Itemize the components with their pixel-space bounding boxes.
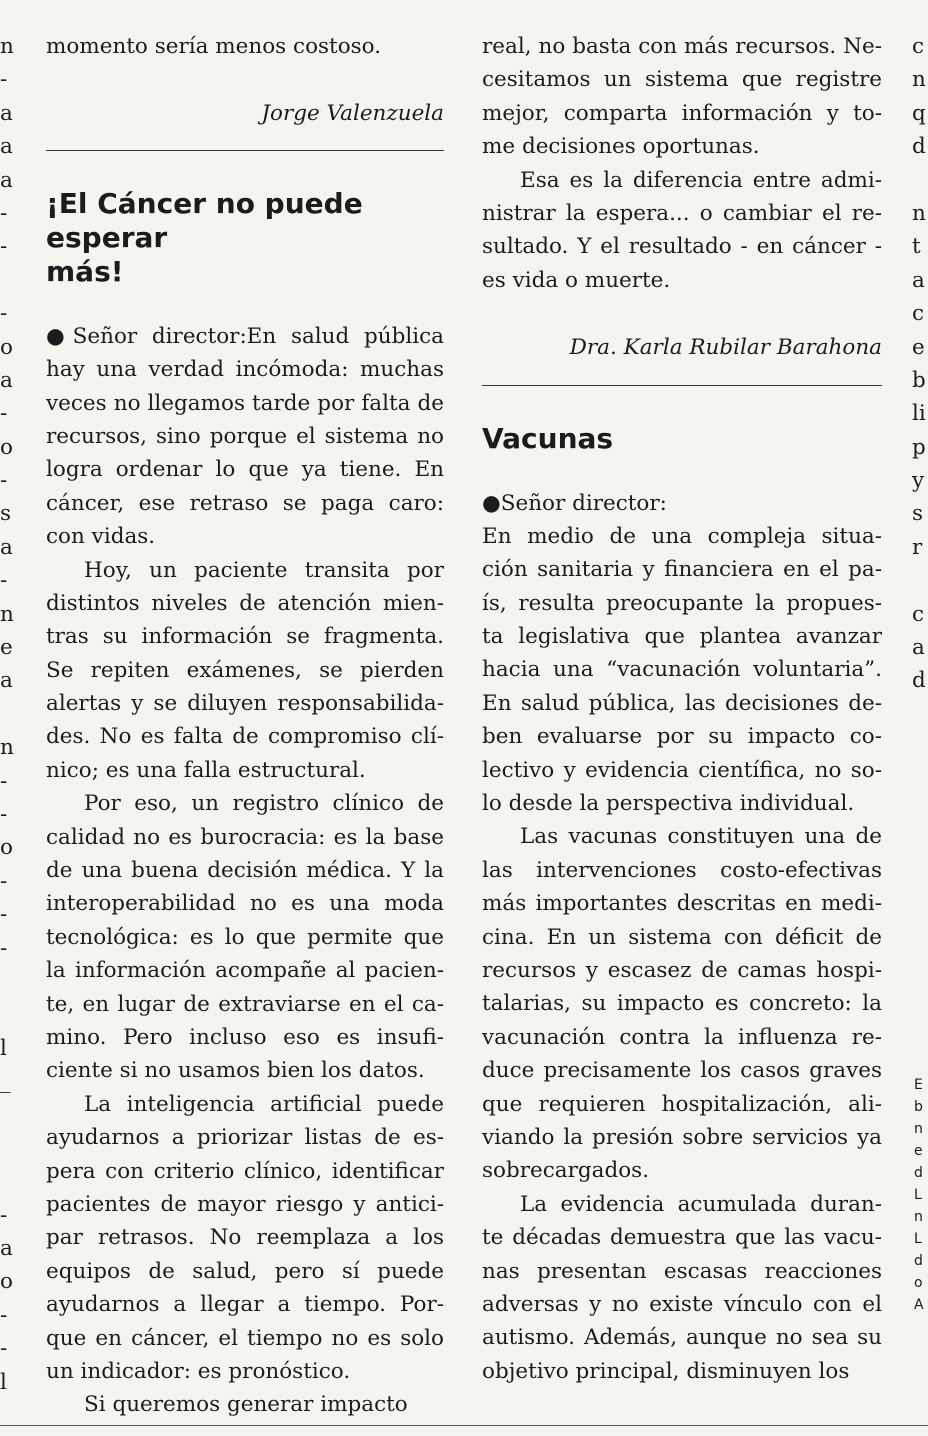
edge-fragment: L [914, 1231, 922, 1247]
text-line: me decisiones oportunas. [482, 134, 760, 160]
headline-line: más! [46, 254, 124, 288]
letter-continuation [482, 30, 882, 297]
text-line: pera con criterio clínico, identificar [46, 1158, 444, 1184]
edge-fragment: d [914, 1253, 923, 1269]
edge-fragment: e [914, 1143, 923, 1159]
edge-fragment: - [0, 1302, 8, 1328]
edge-fragment: - [0, 401, 8, 427]
text-line: En salud pública, las decisiones de- [482, 690, 882, 716]
text-line: ben evaluarse por su impacto co- [482, 724, 882, 750]
edge-fragment: a [912, 267, 925, 293]
edge-fragment: n [912, 200, 926, 226]
edge-fragment: d [914, 1165, 923, 1181]
edge-fragment: - [0, 234, 8, 260]
page-bottom-rule [0, 1425, 928, 1426]
edge-fragment: d [912, 668, 926, 694]
text-line: que en cáncer, el tiempo no es solo [46, 1325, 444, 1351]
text-line: las intervenciones costo-efectivas [482, 857, 882, 883]
text-line: ción sanitaria y financiera en el pa- [482, 557, 882, 583]
text-line: la información acompañe al pacien- [46, 958, 444, 984]
middle-column [482, 30, 882, 1388]
edge-fragment: n [912, 67, 926, 93]
text-line: ayudarnos a llegar a tiempo. Por- [46, 1292, 444, 1318]
text-line: viando la presión sobre servicios ya [482, 1124, 882, 1150]
text-line: autismo. Además, aunque no sea su [482, 1325, 882, 1351]
text-line: Esa es la diferencia entre admi- [520, 167, 882, 193]
edge-fragment: a [0, 100, 13, 126]
edge-fragment: - [0, 200, 8, 226]
text-line: par retrasos. No reemplaza a los [46, 1225, 444, 1251]
edge-fragment: e [912, 334, 925, 360]
text-line: ciente si no usamos bien los datos. [46, 1058, 425, 1084]
edge-fragment: s [0, 501, 12, 527]
previous-letter-ending: momento sería menos costoso. [46, 34, 382, 59]
right-edge-column [912, 30, 928, 698]
right-edge-small-column [914, 1074, 928, 1316]
text-line: talarias, su impacto es concreto: la [482, 991, 882, 1017]
edge-fragment: t [912, 234, 921, 260]
text-line: equipos de salud, pero sí puede [46, 1258, 444, 1284]
left-column [46, 30, 444, 1422]
edge-fragment: _ [0, 1069, 11, 1095]
text-line: te décadas demuestra que las vacu- [482, 1225, 882, 1251]
text-line: calidad no es burocracia: es la base [46, 824, 444, 850]
text-line: cáncer, ese retraso se paga caro: [46, 490, 444, 516]
text-line: interoperabilidad no es una moda [46, 891, 444, 917]
text-line: ●Señor director: [482, 490, 667, 516]
edge-fragment: a [0, 167, 13, 193]
letter-signature-rubilar: Dra. Karla Rubilar Barahona [569, 335, 882, 361]
text-line: veces no llegamos tarde por falta de [46, 390, 444, 416]
text-line: logra ordenar lo que ya tiene. En [46, 457, 444, 483]
left-edge-column [0, 30, 14, 1399]
edge-fragment [912, 164, 928, 197]
edge-fragment: l [0, 1035, 7, 1061]
edge-fragment: - [0, 801, 8, 827]
edge-fragment: o [914, 1275, 923, 1291]
edge-fragment: n [0, 735, 14, 761]
edge-fragment: a [0, 534, 13, 560]
text-line: con vidas. [46, 524, 156, 550]
text-line: recursos, sino porque el sistema no [46, 423, 444, 449]
edge-fragment: L [914, 1187, 922, 1203]
edge-fragment: o [0, 434, 13, 460]
letter-body-cancer [46, 320, 444, 1422]
edge-fragment: a [0, 668, 13, 694]
text-line: recursos y escasez de camas hospi- [482, 957, 882, 983]
edge-fragment [0, 698, 14, 731]
edge-fragment: r [912, 534, 923, 560]
text-line: sobrecargados. [482, 1158, 650, 1184]
text-line: Se repiten exámenes, se pierden [46, 657, 444, 683]
edge-fragment [0, 1132, 14, 1165]
text-line: ayudarnos a priorizar listas de es- [46, 1125, 444, 1151]
edge-fragment [0, 965, 14, 998]
letter-headline-cancer [46, 187, 444, 289]
text-line: ●Señor director:En salud pública [46, 323, 444, 349]
edge-fragment: y [912, 468, 925, 494]
text-line: es vida o muerte. [482, 267, 671, 293]
text-line: La evidencia acumulada duran- [520, 1191, 882, 1217]
text-line: nistrar la espera... o cambiar el re- [482, 200, 882, 226]
text-line: lo desde la perspectiva individual. [482, 791, 855, 817]
edge-fragment: o [0, 1269, 13, 1295]
edge-fragment: a [0, 367, 13, 393]
text-line: que requieren hospitalización, ali- [482, 1091, 882, 1117]
text-line: vacunación contra la influenza re- [482, 1024, 882, 1050]
edge-fragment: c [912, 34, 925, 59]
edge-fragment: a [912, 635, 925, 661]
edge-fragment: o [0, 835, 13, 861]
edge-fragment: s [912, 501, 924, 527]
text-line: cina. En un sistema con déficit de [482, 924, 882, 950]
edge-fragment: d [912, 134, 926, 160]
text-line: Hoy, un paciente transita por [84, 557, 444, 583]
edge-fragment: - [0, 935, 8, 961]
text-line: de una buena decisión médica. Y la [46, 858, 444, 884]
text-line: Por eso, un registro clínico de [84, 791, 444, 817]
text-line: Las vacunas constituyen una de [520, 824, 882, 850]
edge-fragment: q [912, 100, 926, 126]
text-line: ís, resulta preocupante la propues- [482, 590, 882, 616]
text-line: real, no basta con más recursos. Ne- [482, 34, 882, 59]
edge-fragment: - [0, 768, 8, 794]
edge-fragment: p [912, 434, 926, 460]
text-line: hay una verdad incómoda: muchas [46, 357, 444, 383]
text-line: mino. Pero incluso eso es insufi- [46, 1024, 444, 1050]
edge-fragment: - [0, 1336, 8, 1362]
text-line: distintos niveles de atención mien- [46, 590, 444, 616]
edge-fragment: - [0, 67, 8, 93]
edge-fragment: o [0, 334, 13, 360]
text-line: mejor, comparta información y to- [482, 100, 882, 126]
text-line: En medio de una compleja situa- [482, 523, 882, 549]
text-line: más importantes descritas en medi- [482, 891, 882, 917]
text-line: ta legislativa que plantea avanzar [482, 624, 882, 650]
edge-fragment [0, 264, 14, 297]
edge-fragment: n [914, 1121, 923, 1137]
edge-fragment: c [912, 601, 925, 627]
edge-fragment: l [0, 1369, 7, 1395]
edge-fragment: n [914, 1209, 923, 1225]
text-line: Si queremos generar impacto [84, 1392, 408, 1418]
text-line: adversas y no existe vínculo con el [482, 1291, 882, 1317]
text-line: hacia una “vacunación voluntaria”. [482, 657, 882, 683]
text-line: alertas y se diluyen responsabilida- [46, 691, 444, 717]
text-line: duce precisamente los casos graves [482, 1058, 882, 1084]
edge-fragment: n [0, 601, 14, 627]
edge-fragment: - [0, 568, 8, 594]
edge-fragment: li [912, 401, 926, 427]
text-line: tras su información se fragmenta. [46, 624, 444, 650]
edge-fragment: - [0, 301, 8, 327]
text-line: nico; es una falla estructural. [46, 757, 366, 783]
previous-letter-signature: Jorge Valenzuela [261, 101, 444, 127]
edge-fragment: b [914, 1099, 923, 1115]
text-line: un indicador: es pronóstico. [46, 1358, 351, 1384]
text-line: cesitamos un sistema que registre [482, 67, 882, 93]
edge-fragment [0, 1099, 14, 1132]
edge-fragment: e [0, 635, 13, 661]
text-line: objetivo principal, disminuyen los [482, 1358, 850, 1384]
text-line: des. No es falta de compromiso clí- [46, 724, 444, 750]
letter-body-vacunas [482, 487, 882, 1389]
text-line: sultado. Y el resultado - en cáncer - [482, 234, 882, 260]
edge-fragment: - [0, 868, 8, 894]
edge-fragment: E [914, 1077, 923, 1093]
text-line: te, en lugar de extraviarse en el ca- [46, 991, 444, 1017]
edge-fragment: a [0, 134, 13, 160]
edge-fragment [0, 1165, 14, 1198]
text-line: lectivo y evidencia científica, no so- [482, 757, 882, 783]
edge-fragment: c [912, 301, 925, 327]
text-line: nas presentan escasas reacciones [482, 1258, 882, 1284]
edge-fragment: - [0, 1202, 8, 1228]
letter-headline-vacunas: Vacunas [482, 421, 614, 455]
edge-fragment: n [0, 34, 14, 59]
text-line: pacientes de mayor riesgo y antici- [46, 1191, 444, 1217]
edge-fragment: A [914, 1297, 924, 1313]
edge-fragment: a [0, 1236, 13, 1262]
edge-fragment: - [0, 902, 8, 928]
edge-fragment [912, 564, 928, 597]
headline-line: ¡El Cáncer no puede esperar [46, 186, 363, 254]
text-line: La inteligencia artificial puede [84, 1091, 444, 1117]
text-line: tecnológica: es lo que permite que [46, 924, 444, 950]
edge-fragment [0, 998, 14, 1031]
edge-fragment: - [0, 468, 8, 494]
edge-fragment: b [912, 367, 926, 393]
